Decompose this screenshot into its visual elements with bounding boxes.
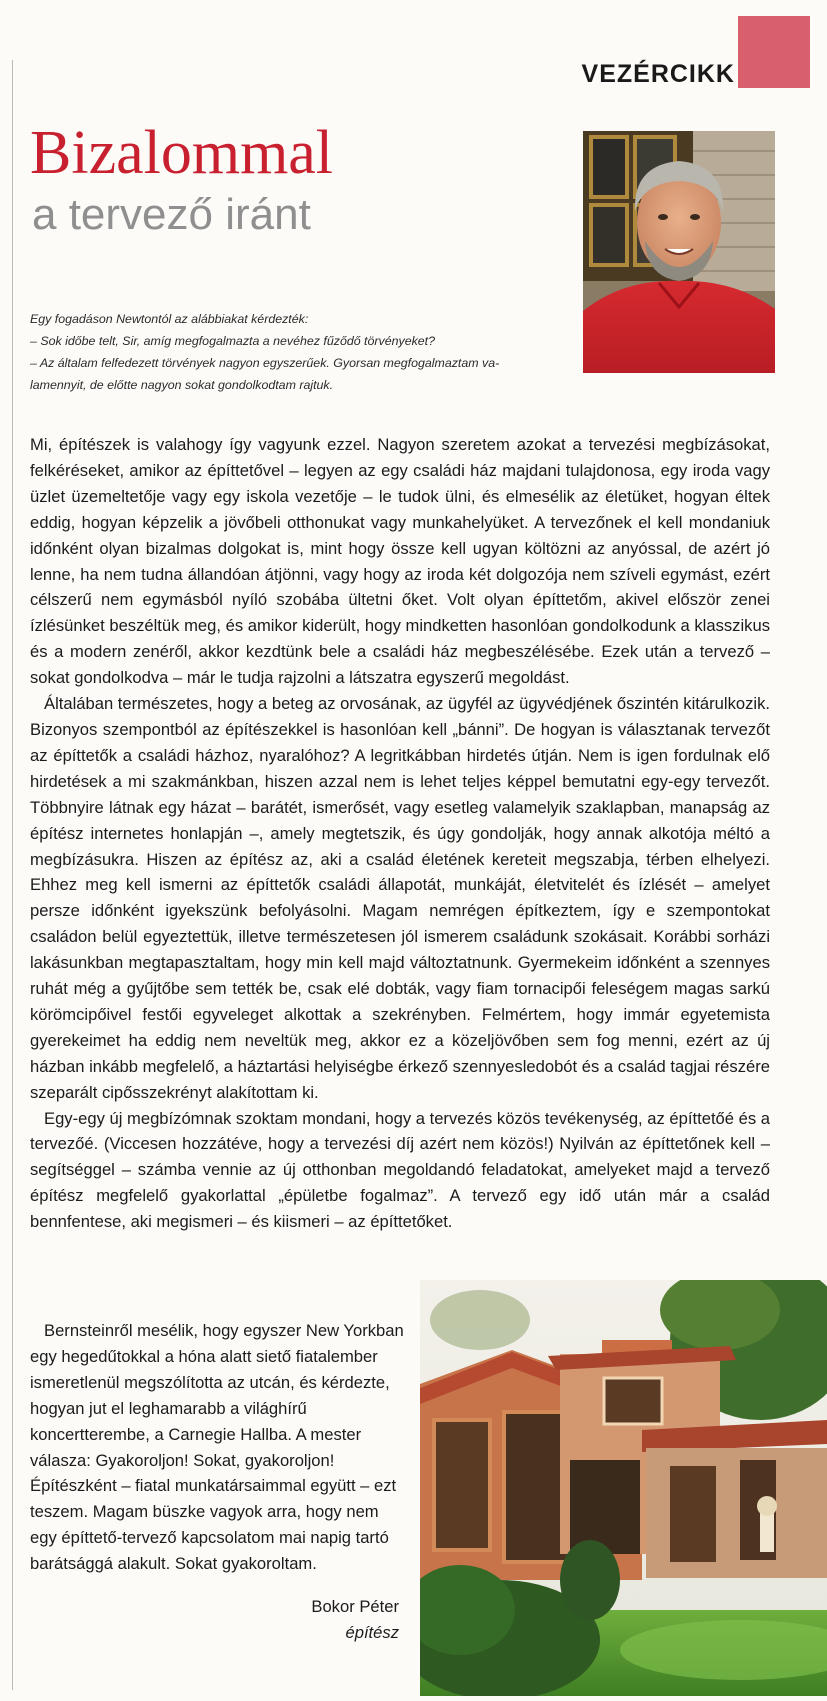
intro-line: – Az általam felfedezett törvények nagyon egyszerűek. Gyorsan megfogalmaztam va- [30,356,500,370]
house-photo [420,1280,827,1696]
intro-quote [30,308,570,396]
intro-line: lamennyit, de előtte nagyon sokat gondolkodtam rajtuk. [30,378,334,392]
body-paragraph: Egy-egy új megbízómnak szoktam mondani, hogy a tervezés közös tevékenység, az építtetőé és a tervezőé. (Viccesen hozzátéve, hogy a tervezési díj azért nem közös!) Nyilván az építtetőnek kell – segítséggel – számba vennie az új otthonban megoldandó feladatokat, amelyeket majd a tervező építész megfelelő gyakorlattal „épületbe fogalmaz”. A tervező egy idő után már a család bennfentese, aki megismeri – és kiismeri – az építtetőket. [30,1108,770,1232]
article-body-column [30,1318,408,1577]
author-name: Bokor Péter [311,1597,399,1616]
portrait-photo-icon [583,131,775,373]
article-title: Bizalommal [30,119,334,187]
body-paragraph: Általában természetes, hogy a beteg az orvosának, az ügyfél az ügyvédjének őszintén kitárulkozik. Bizonyos szempontból az építészekkel is hasonlóan kell „bánni”. De hogyan is választanak tervezőt az építtetők a családi házhoz, nyaralóhoz? A legritkábban hirdetés útján. Nem is igen fordulnak elő hirdetések a mi szakmánkban, hiszen azzal nem is lehet teljes képpel bemutatni egy-egy tervezőt. Többnyire látnak egy házat – barátét, ismerősét, vagy esetleg valamelyik szaklapban, manapság az építész internetes honlapján –, amely megtetszik, és úgy gondolják, hogy annak alkotója méltó a megbízásukra. Hiszen az építész az, aki a család életének kereteit megszabja, térben elhelyezi. Ehhez meg kell ismerni az építtetők családi állapotát, munkáját, életvitelét és ízlését – amelyet persze időnként igyekszünk befolyásolni. Magam nemrégen építkeztem, így e szempontokat családon belül egyeztettük, illetve természetesen jól ismerem családunk szokásait. Korábbi sorházi lakásunkban megtapasztaltam, hogy min kell majd változtatnunk. Gyermekeim időnként a szennyes ruhát még a gyűjtőbe sem tették be, csak elé dobták, vagy fiam tornacipői feleségem magas sarkú körömcipőivel festői egyveleget alkottak a szekrényben. Felmértem, hogy immár egyetemista gyerekeimet ha eddig nem neveltük meg, akkor ez a közeljövőben sem fog menni, ezért az új házban inkább megfelelő, a háztartási helyiségbe érkező szennyesledobót és a család tagjai részére szeparált cipősszekrényt alakítottam ki. [30,694,770,1102]
section-color-block [738,16,810,88]
house-photo-icon [420,1280,827,1696]
author-role: építész [345,1623,399,1642]
body-paragraph: Mi, építészek is valahogy így vagyunk ezzel. Nagyon szeretem azokat a tervezési megbízásokat, felkéréseket, amikor az építtetővel – legyen az egy családi ház majdani tulajdonosa, egy iroda vagy üzlet üzemeltetője vagy egy iskola vezetője – le tudok ülni, és elmesélik az életüket, hogyan éltek eddig, hogyan képzelik a jövőbeli otthonukat vagy munkahelyüket. A tervezőnek el kell mondaniuk időnként olyan bizalmas dolgokat is, mint hogy össze kell ugyan költözni az anyóssal, de azért jó lenne, ha nem tudna állandóan átjönni, vagy hogy az iroda két dolgozója nem szíveli egymást, ezért célszerű nem egymásból nyíló szobába ültetni őket. Volt olyan építtetőm, akivel először zenei ízlésünket beszéltük meg, és amikor kiderült, hogy mindketten hasonlóan gondolkodunk a klasszikus és a modern zenéről, akkor kezdtünk bele a családi ház megbeszélésébe. Ezek után a tervező – sokat gondolkodva – már le tudja rajzolni a látszatra egyszerű megoldást. [30,435,770,688]
author-signature [311,1594,399,1646]
section-label: VEZÉRCIKK [581,60,735,88]
body-paragraph: Bernsteinről mesélik, hogy egyszer New Yorkban egy hegedűtokkal a hóna alatt siető fiatalember ismeretlenül megszólította az utcán, és kérdezte, hogyan jut el leghamarabb a világhírű koncertterembe, a Carnegie Hallba. A mester válasza: Gyakoroljon! Sokat, gyakoroljon! Építészként – fiatal munkatársaimmal együtt – ezt teszem. Magam büszke vagyok arra, hogy nem egy építtető-tervező kapcsolatom mai napig tartó barátsággá alakult. Sokat gyakoroltam. [30,1321,404,1574]
author-portrait-photo [583,131,775,373]
article-subtitle: a tervező iránt [32,190,311,239]
article-body [30,432,770,1235]
intro-line: Egy fogadáson Newtontól az alábbiakat kérdezték: [30,312,309,326]
intro-line: – Sok időbe telt, Sir, amíg megfogalmazta a nevéhez fűződő törvényeket? [30,334,436,348]
left-margin-rule [12,60,13,1690]
